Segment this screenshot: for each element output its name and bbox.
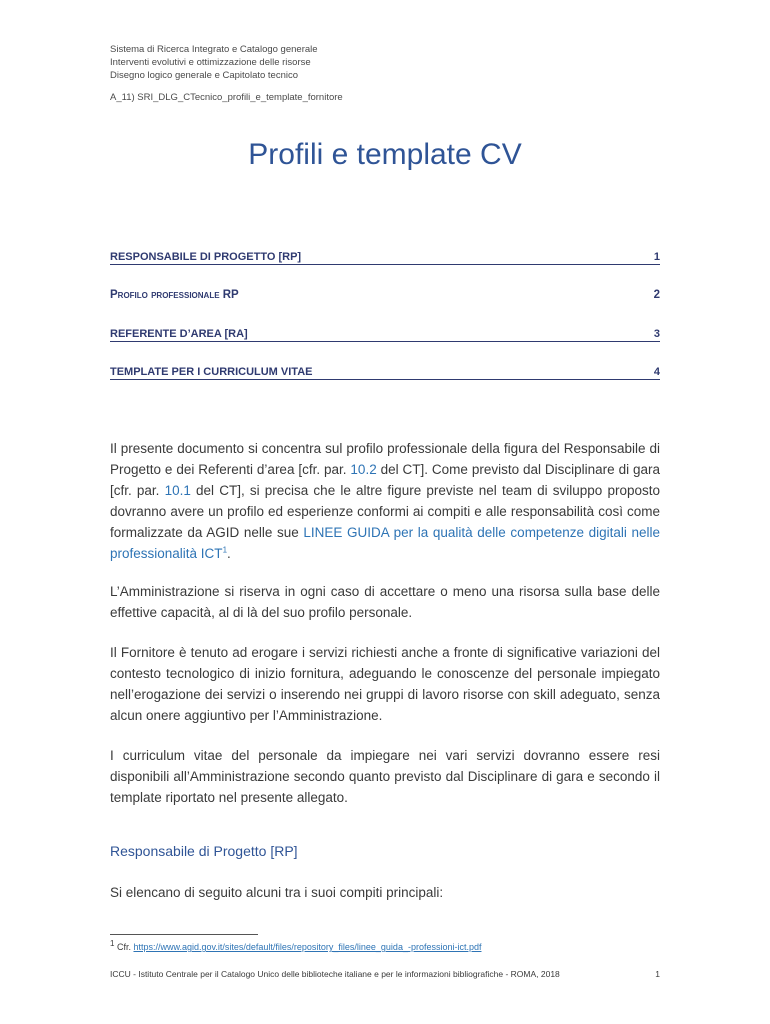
guidelines-link[interactable]: LINEE GUIDA per la qualità delle competenze digitali nelle professionalità ICT [110,525,660,561]
intro-paragraph [110,438,660,564]
paragraph-text: L’Amministrazione si riserva in ogni caso di accettare o meno una risorsa sulla base delle effettive capacità, al di là del suo profilo personale. [110,584,660,620]
header-line: Disegno logico generale e Capitolato tecnico [110,70,299,81]
paragraph-text: I curriculum vitae del personale da impiegare nei vari servizi dovranno essere resi disponibili all’Amministrazione secondo quanto previsto dal Disciplinare di gara e secondo il template riportato nel presente allegato. [110,748,660,805]
cross-reference-link[interactable]: 10.1 [164,483,191,498]
paragraph-text: del CT], si precisa che le altre figure previste nel team di sviluppo proposto dovranno avere un profilo ed esperienze conformi ai compiti e alle responsabilità così come formalizzate da AGID nelle sue [110,483,661,540]
header-line: Interventi evolutivi e ottimizzazione delle risorse [110,57,311,68]
document-reference: A_11) SRI_DLG_CTecnico_profili_e_template_fornitore [110,92,343,103]
paragraph-text: del CT]. Come previsto dal Disciplinare di gara [cfr. par. [110,462,660,498]
toc-entry-page: 3 [653,328,660,340]
paragraph-amministrazione [110,581,660,623]
toc-entry-label[interactable]: Profilo professionale RP [110,289,239,301]
toc-entry-label[interactable]: RESPONSABILE DI PROGETTO [RP] [110,251,302,263]
footer-text: ICCU - Istituto Centrale per il Catalogo Unico delle biblioteche italiane e per le informazioni bibliografiche - ROMA, 2018 [110,969,560,979]
toc-entry-template[interactable] [110,366,660,380]
section-heading: Responsabile di Progetto [RP] [110,843,298,859]
header-line: Sistema di Ricerca Integrato e Catalogo generale [110,44,318,55]
paragraph-text: . [227,546,231,561]
paragraph-text: Si elencano di seguito alcuni tra i suoi compiti principali: [110,885,444,900]
paragraph-curriculum [110,745,660,808]
toc-entry-responsabile[interactable] [110,251,660,265]
footnote-prefix: Cfr. [114,942,134,952]
paragraph-fornitore [110,642,660,726]
toc-entry-profilo[interactable] [110,289,660,302]
paragraph-text: Il Fornitore è tenuto ad erogare i servizi richiesti anche a fronte di significative variazioni del contesto tecnologico di inizio fornitura, adeguando le conoscenze del personale impiegato nell’erogazione dei servizi o inserendo nei gruppi di lavoro risorse con skill adeguato, senza alcun onere aggiuntivo per l’Amministrazione. [110,645,660,723]
footnote-separator [110,934,258,935]
footnote-reference[interactable]: 1 [222,545,228,555]
toc-entry-page: 1 [653,251,660,263]
footnote-mark: 1 [110,939,115,948]
cross-reference-link[interactable]: 10.2 [350,462,377,477]
section-intro [110,882,660,903]
paragraph-text: Il presente documento si concentra sul profilo professionale della figura del Responsabile di Progetto e dei Referenti d’area [cfr. par. [110,441,660,477]
page-number: 1 [655,969,660,979]
footnote-url-link[interactable]: https://www.agid.gov.it/sites/default/files/repository_files/linee_guida_-professioni-ict.pdf [133,942,482,952]
toc-entry-page: 4 [653,366,660,378]
toc-entry-referente[interactable] [110,328,660,342]
footnote [110,939,482,952]
toc-entry-label[interactable]: REFERENTE D’AREA [RA] [110,328,248,340]
running-header [110,43,318,82]
document-title: Profili e template CV [248,138,522,171]
page-footer [110,969,660,979]
toc-entry-page: 2 [653,289,660,301]
toc-entry-label[interactable]: TEMPLATE PER I CURRICULUM VITAE [110,366,313,378]
